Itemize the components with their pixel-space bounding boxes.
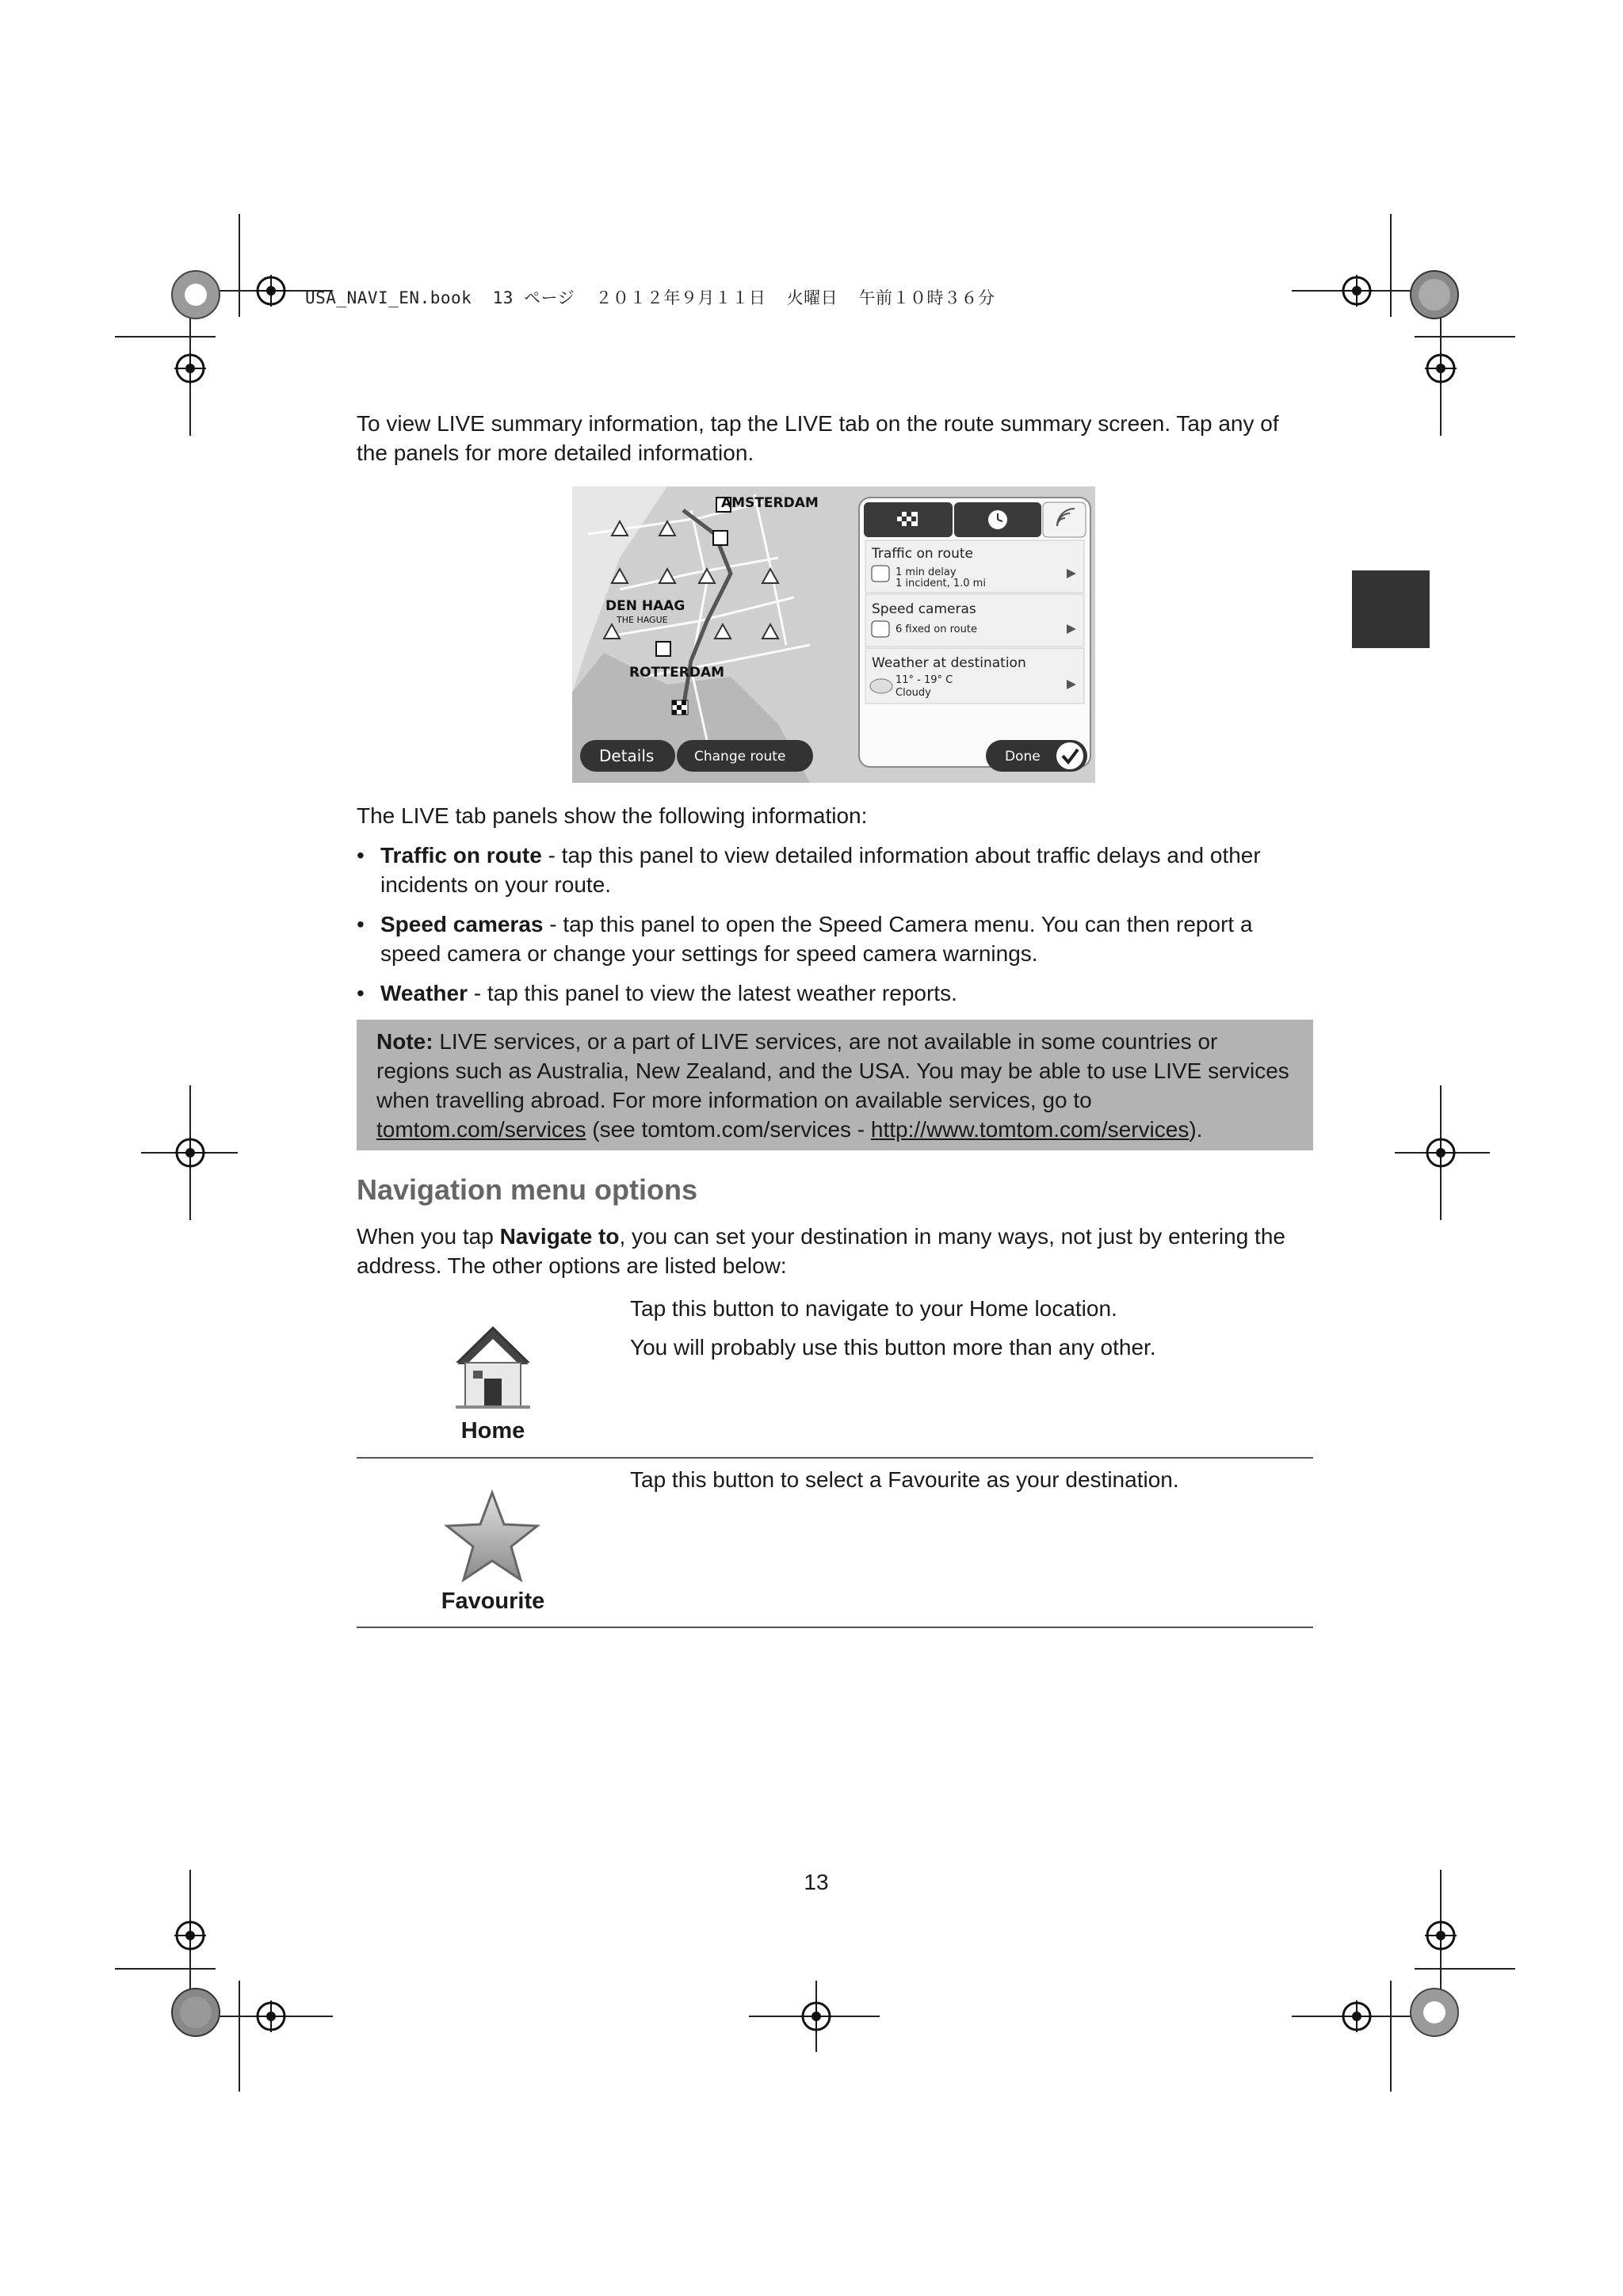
svg-text:Weather at destination: Weather at destination xyxy=(872,655,1026,671)
list-item: • Traffic on route - tap this panel to view detailed information about traffic delays and other incidents on your route. xyxy=(357,843,1261,897)
route-flag-icon xyxy=(897,512,918,526)
favourite-description: Tap this button to select a Favourite as your destination. xyxy=(630,1467,1179,1492)
live-tab-intro: The LIVE tab panels show the following information: xyxy=(357,803,868,828)
live-panels-list xyxy=(357,841,1308,1018)
svg-text:Traffic on route: Traffic on route xyxy=(872,546,973,562)
services-url-link[interactable]: http://www.tomtom.com/services xyxy=(870,1117,1190,1142)
svg-text:11° - 19° C: 11° - 19° C xyxy=(896,674,953,686)
page-number: 13 xyxy=(804,1870,829,1894)
svg-text:1 incident, 1.0 mi: 1 incident, 1.0 mi xyxy=(896,578,986,589)
note-label: Note: xyxy=(376,1029,433,1054)
services-link[interactable]: tomtom.com/services xyxy=(376,1117,586,1142)
navigate-intro: When you tap Navigate to, you can set your destination in many ways, not just by entering the address. The other options are listed below: xyxy=(357,1224,1285,1278)
list-item: • Speed cameras - tap this panel to open the Speed Camera menu. You can then report a speed camera or change your settings for speed camera warnings. xyxy=(357,912,1253,966)
map-label-amsterdam: AMSTERDAM xyxy=(721,495,819,511)
cloud-icon xyxy=(870,679,892,693)
home-description: Tap this button to navigate to your Home location. You will probably use this button more than any other. xyxy=(630,1296,1156,1360)
intro-paragraph: To view LIVE summary information, tap the LIVE tab on the route summary screen. Tap any of the panels for more detailed information. xyxy=(357,411,1279,465)
panel-weather-at-destination[interactable] xyxy=(865,648,1084,704)
map-label-den-haag: DEN HAAG xyxy=(605,598,685,614)
home-icon xyxy=(449,1322,537,1417)
map-label-the-hague: THE HAGUE xyxy=(617,615,668,625)
check-icon xyxy=(1056,742,1083,769)
note-box: Note: LIVE services, or a part of LIVE services, are not available in some countries or regions such as Australia, New Zealand, and the USA. You may be able to use LIVE services when travelling abroad. For more information on available services, go to tomtom.com/services (see tomtom.com/services - http://www.tomtom.com/services). xyxy=(357,1020,1313,1150)
svg-text:Done: Done xyxy=(1005,749,1041,765)
table-divider xyxy=(357,1457,1313,1459)
table-divider xyxy=(357,1627,1313,1628)
tab-live[interactable] xyxy=(1043,502,1086,537)
chapter-tab-marker xyxy=(1352,570,1430,648)
home-label: Home xyxy=(460,1418,525,1444)
destination-flag-icon xyxy=(672,700,688,715)
clock-icon xyxy=(988,510,1007,529)
svg-text:6 fixed on route: 6 fixed on route xyxy=(896,624,977,635)
star-icon xyxy=(442,1489,542,1586)
section-heading: Navigation menu options xyxy=(357,1173,698,1206)
svg-text:Speed cameras: Speed cameras xyxy=(872,601,976,617)
speed-camera-icon xyxy=(872,621,889,637)
traffic-car-icon xyxy=(872,566,889,582)
panel-speed-cameras[interactable] xyxy=(865,594,1084,646)
svg-text:1 min delay: 1 min delay xyxy=(896,566,957,578)
route-summary-screenshot xyxy=(572,486,1095,783)
svg-text:Change route: Change route xyxy=(694,749,786,765)
book-header-line: USA_NAVI_EN.book 13 ページ ２０１２年９月１１日 火曜日 午前１０時３６分 xyxy=(305,288,995,307)
favourite-label: Favourite xyxy=(441,1589,545,1614)
svg-text:Cloudy: Cloudy xyxy=(896,687,931,699)
list-item: • Weather - tap this panel to view the latest weather reports. xyxy=(357,981,957,1005)
map-label-rotterdam: ROTTERDAM xyxy=(629,665,725,681)
panel-traffic-on-route[interactable] xyxy=(865,540,1084,593)
svg-text:Details: Details xyxy=(599,746,655,765)
